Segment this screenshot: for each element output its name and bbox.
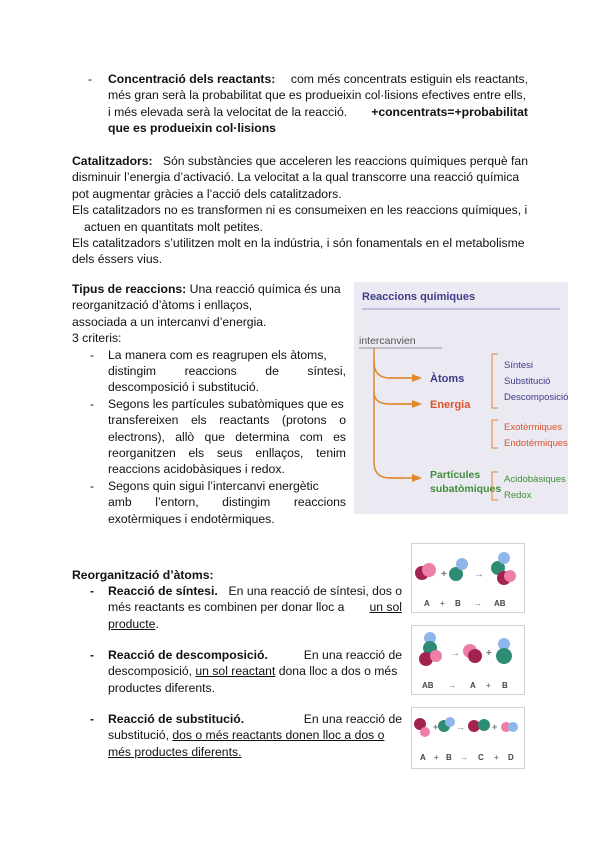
tipus-block (72, 281, 346, 527)
atom-icon (498, 552, 510, 564)
bracket-energia (492, 420, 498, 448)
sintesi-block (90, 583, 402, 632)
bullet: - (90, 478, 95, 493)
intercanvien-label: intercanvien (359, 335, 416, 347)
catalitzadors-line1 (72, 153, 528, 169)
label-plus: + (486, 681, 491, 690)
atom-icon (508, 722, 518, 732)
tipus-bullet-1 (90, 347, 346, 396)
text: En una reacció de (303, 648, 402, 662)
substitucio-line2 (108, 727, 402, 743)
substitucio-line3: més productes diferents. (108, 744, 242, 759)
text: La manera com es reagrupen els àtoms, (108, 347, 327, 362)
catalitzadors-line3: pot augmentar gràcies a l’acció dels catalitzadors. (72, 186, 342, 201)
tipus-line2: reorganització d’àtoms i enllaços, (72, 298, 253, 313)
text: En una reacció de síntesi, dos o (228, 584, 402, 598)
label-b: B (455, 599, 461, 608)
energia-item-exotermiques: Exotèrmiques (504, 422, 563, 433)
atoms-label: Àtoms (430, 373, 465, 385)
tipus-line4: 3 criteris: (72, 331, 122, 346)
label-plus: + (494, 753, 499, 762)
concentracio-line4: que es produeixin col·lisions (108, 121, 276, 136)
svg-text:+: + (441, 569, 447, 580)
label-d: D (508, 753, 514, 762)
sintesi-line2 (108, 599, 402, 615)
bracket-atoms (492, 354, 498, 408)
bullet: - (90, 584, 95, 598)
descomposicio-molecules (412, 626, 524, 694)
concentracio-line1 (108, 71, 528, 87)
svg-text:→: → (450, 648, 460, 659)
catalitzadors-line2: disminuir l’energia d’activació. La velocitat a la qual transcorre una reacció química (72, 170, 520, 185)
bullet: - (88, 72, 93, 86)
branch-atoms (374, 362, 412, 378)
text: com més concentrats estiguin els reactants, (290, 72, 528, 86)
catalitzadors-line6: Els catalitzadors s’utilitzen molt en la indústria, i són fonamentals en el metabolisme (72, 236, 525, 251)
tipus-bullet-3 (90, 478, 346, 527)
text: dona lloc a dos o més (278, 664, 398, 679)
atoms-item-descomposicio: Descomposició (504, 392, 568, 403)
text: Una reacció química és una (189, 282, 341, 296)
descomposicio-title: Reacció de descomposició. (108, 648, 268, 662)
particules-label-2: subatòmiques (430, 483, 502, 495)
substitucio-image (411, 707, 525, 769)
svg-text:+: + (433, 722, 439, 732)
label-a: A (424, 599, 430, 608)
diagram-title: Reaccions químiques (362, 291, 476, 303)
svg-text:+: + (486, 648, 492, 659)
sintesi-line3 (108, 616, 402, 632)
atom-icon (420, 727, 430, 737)
bullet: - (90, 712, 95, 726)
branch-energia (374, 392, 412, 404)
label-plus: + (440, 599, 445, 608)
label-arrow: → (474, 599, 482, 608)
atoms-item-sintesi: Síntesi (504, 360, 534, 371)
atoms-item-substitucio: Substitució (504, 376, 551, 387)
catalitzadors-title: Catalitzadors: (72, 154, 153, 168)
text-underline: un sol (369, 600, 402, 615)
text-underline: un sol reactant (195, 664, 276, 679)
text: Segons quin sigui l’intercanvi energètic (108, 478, 319, 493)
justified-line: distingim reaccions de síntesi, (108, 364, 346, 379)
text: Són substàncies que acceleren les reaccions químiques perquè fan (162, 154, 528, 168)
label-b: B (446, 753, 452, 762)
text: Segons les partícules subatòmiques que es (108, 396, 344, 411)
sintesi-image (411, 543, 525, 613)
text-underline: producte (108, 616, 156, 631)
reaccions-diagram (354, 282, 568, 514)
justified-line: amb l’entorn, distingim reaccions (108, 495, 346, 510)
atom-icon (430, 650, 442, 662)
particules-item-acidobasiques: Acidobàsiques (504, 474, 566, 485)
label-c: C (478, 753, 484, 762)
label-arrow: → (448, 681, 456, 690)
bullet: - (90, 347, 95, 362)
text: . (155, 616, 159, 631)
bullet: - (90, 648, 95, 662)
concentracio-line3 (108, 104, 528, 120)
label-ab: AB (422, 681, 434, 690)
sintesi-line1 (108, 583, 402, 599)
justified-line: reorganitzen els seus enllaços, tenim (108, 446, 346, 461)
descomposicio-image (411, 625, 525, 695)
energia-item-endotermiques: Endotèrmiques (504, 438, 568, 449)
svg-text:→: → (456, 722, 465, 732)
reorganitzacio-title (72, 567, 214, 583)
text: En una reacció de (303, 712, 402, 726)
catalitzadors-line4: Els catalitzadors no es transformen ni es consumeixen en les reaccions químiques, i (72, 203, 528, 218)
descomposicio-line1 (108, 647, 402, 663)
energia-label: Energia (430, 399, 471, 411)
substitucio-molecules (412, 708, 524, 768)
text: més reactants es combinen per donar lloc a (108, 600, 345, 615)
label-a: A (420, 753, 426, 762)
svg-text:→: → (474, 569, 484, 580)
diagram-svg (354, 282, 568, 514)
label-ab: AB (494, 599, 506, 608)
atom-icon (478, 719, 490, 731)
catalitzadors-block (72, 153, 528, 268)
text-underline: dos o més reactants donen lloc a dos o (172, 728, 385, 743)
catalitzadors-line5: actuen en quantitats molt petites. (84, 219, 263, 234)
atom-icon (445, 717, 455, 727)
tipus-title: Tipus de reaccions: (72, 282, 187, 296)
tipus-line3: associada a un intercanvi d’energia. (72, 314, 267, 329)
particules-label-1: Partícules (430, 469, 481, 481)
descomposicio-block (90, 647, 402, 696)
text-bold: +concentrats=+probabilitat (371, 104, 528, 119)
text: descomposició, (108, 664, 192, 679)
label-a: A (470, 681, 476, 690)
sintesi-molecules (412, 544, 524, 612)
atom-icon (468, 649, 482, 663)
text: substitució, (108, 728, 169, 743)
text: reaccions acidobàsiques i redox. (108, 462, 285, 477)
concentracio-line2: més gran serà la probabilitat que es produeixin col·lisions efectives entre ells, (108, 88, 526, 103)
bullet: - (90, 396, 95, 411)
text: i més elevada serà la velocitat de la reacció. (108, 104, 348, 119)
main-branch (374, 348, 402, 478)
label-plus: + (434, 753, 439, 762)
concentracio-block (88, 71, 528, 137)
svg-text:+: + (492, 722, 498, 732)
atom-icon (456, 558, 468, 570)
atom-icon (504, 570, 516, 582)
concentracio-title: Concentració dels reactants: (108, 72, 276, 86)
label-arrow: → (460, 753, 468, 762)
justified-line: electrons), allò que determina com es (108, 429, 346, 444)
justified-line: transfereixen els reactants (protons o (108, 413, 346, 428)
descomposicio-line3: productes diferents. (108, 680, 216, 695)
substitucio-block (90, 711, 402, 760)
substitucio-line1 (108, 711, 402, 727)
text: exotèrmiques i endotèrmiques. (108, 511, 275, 526)
substitucio-title: Reacció de substitució. (108, 712, 245, 726)
tipus-bullet-2 (90, 396, 346, 478)
catalitzadors-line7: dels éssers vius. (72, 252, 163, 267)
particules-item-redox: Redox (504, 490, 532, 501)
label-b: B (502, 681, 508, 690)
sintesi-title: Reacció de síntesi. (108, 584, 218, 598)
atom-icon (496, 648, 512, 664)
atom-icon (422, 563, 436, 577)
tipus-line1 (72, 281, 346, 297)
text-bold: Reorganització d’àtoms: (72, 568, 214, 582)
descomposicio-line2 (108, 663, 402, 679)
text: descomposició i substitució. (108, 380, 260, 395)
